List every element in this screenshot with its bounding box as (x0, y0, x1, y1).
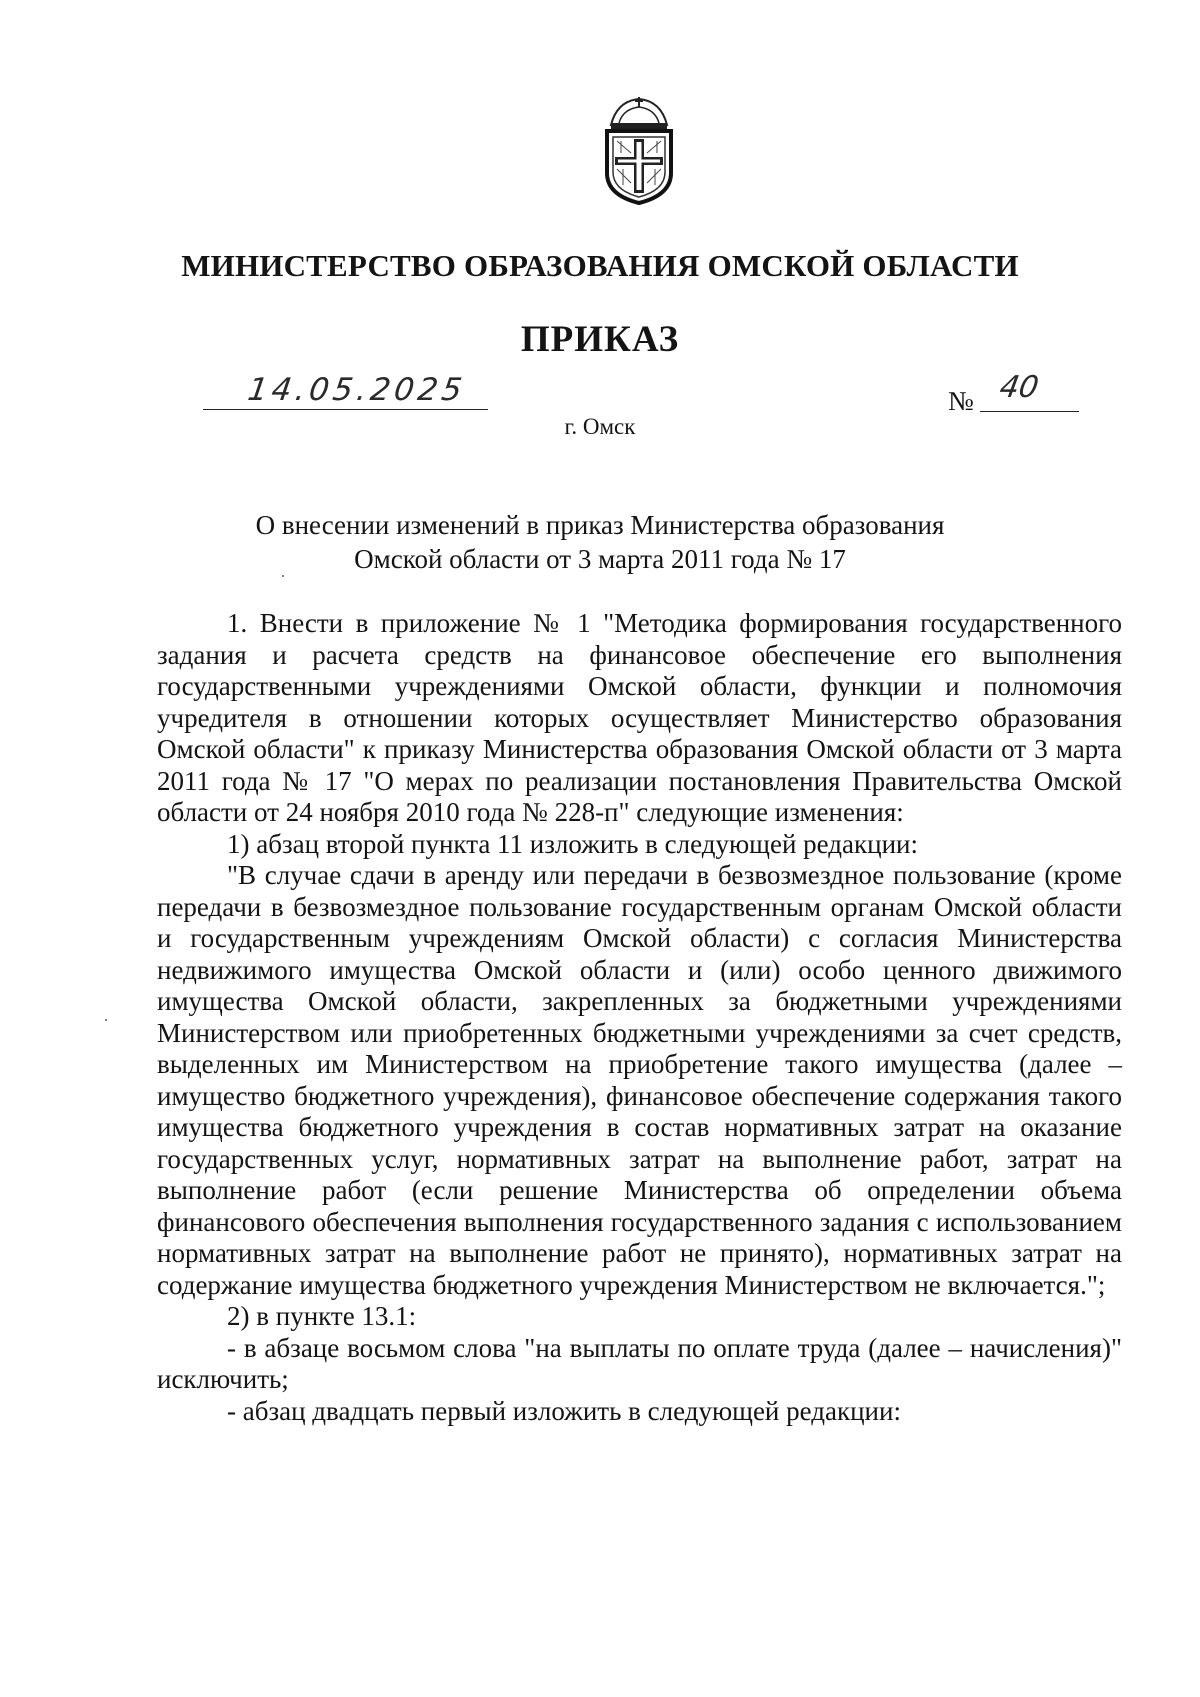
body-paragraph: 1) абзац второй пункта 11 изложить в следующей редакции: (227, 828, 918, 859)
order-number: 40 (996, 370, 1042, 405)
order-date: 14.05.2025 (245, 372, 469, 408)
city-line: г. Омск (564, 414, 636, 439)
subject-line: Омской области от 3 марта 2011 года № 17 (354, 544, 846, 574)
order-title: ПРИКАЗ (520, 319, 680, 360)
body-paragraph: 1. Внести в приложение № 1 "Методика формирования государственного задания и расчета средств на финансовое обеспечение его выполнения государственными учреждениями Омской области, функции и полномочия учредителя в отношении которых осуществляет Министерство образования Омской области" к приказу Министерства образования Омской области от 3 марта 2011 года № 17 "О мерах по реализации постановления Правительства Омской области от 24 ноября 2010 года № 228-п" следующие изменения: (157, 608, 1122, 827)
scan-speck (105, 1019, 107, 1021)
order-body (157, 608, 1122, 1427)
scan-speck (282, 575, 284, 577)
body-paragraph: - в абзаце восьмом слова "на выплаты по оплате труда (далее – начисления)" исключить; (157, 1332, 1122, 1394)
ministry-heading: МИНИСТЕРСТВО ОБРАЗОВАНИЯ ОМСКОЙ ОБЛАСТИ (181, 248, 1019, 283)
subject-line: О внесении изменений в приказ Министерства образования (255, 510, 945, 540)
number-underline (980, 411, 1079, 412)
body-paragraph: 2) в пункте 13.1: (227, 1301, 417, 1331)
body-paragraph: - абзац двадцать первый изложить в следующей редакции: (227, 1395, 901, 1426)
number-label: № (948, 386, 974, 416)
coat-of-arms-icon (597, 95, 681, 207)
body-paragraph: "В случае сдачи в аренду или передачи в безвозмездное пользование (кроме передачи в безвозмездное пользование государственным органам Омской области и государственным учреждениям Омской области) с согласия Министерства недвижимого имущества Омской области и (или) особо ценного движимого имущества Омской области, закрепленных за бюджетными учреждениями Министерством или приобретенных бюджетными учреждениями за счет средств, выделенных им Министерством на приобретение такого имущества (далее – имущество бюджетного учреждения), финансовое обеспечение содержания такого имущества бюджетного учреждения в состав нормативных затрат на оказание государственных услуг, нормативных затрат на выполнение работ, затрат на выполнение работ (если решение Министерства об определении объема финансового обеспечения выполнения государственного задания с использованием нормативных затрат на выполнение работ не принято), нормативных затрат на содержание имущества бюджетного учреждения Министерством не включается."; (157, 860, 1122, 1300)
order-subject (0, 508, 1200, 576)
date-underline (203, 409, 488, 410)
